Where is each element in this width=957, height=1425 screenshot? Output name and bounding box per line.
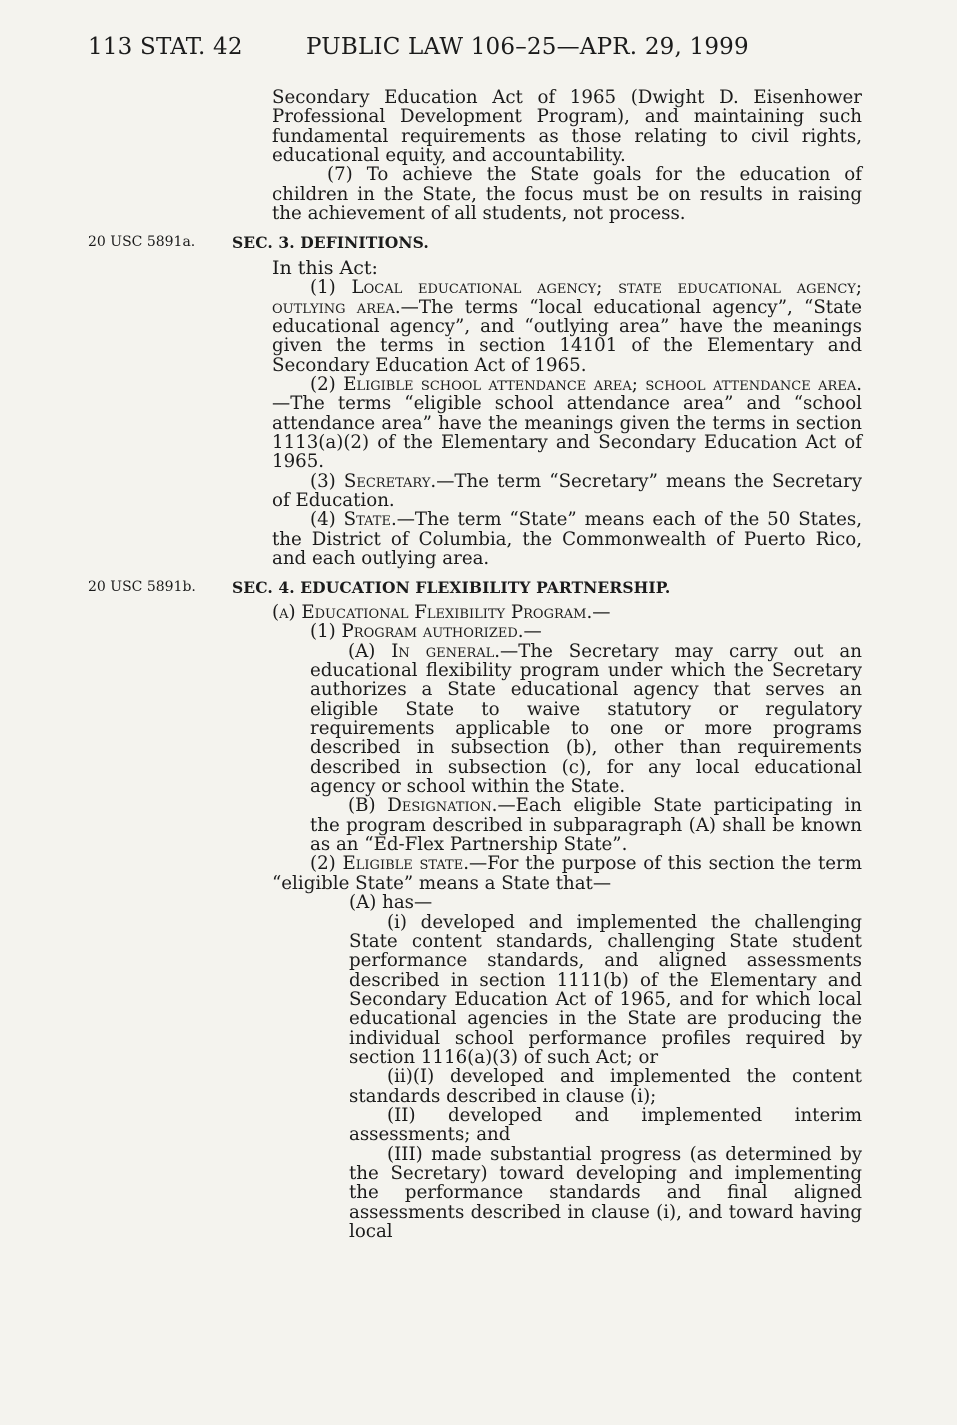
section-3-body: [272, 259, 862, 569]
subparagraph-A-text: —The Secretary may carry out an educational flexibility program under which the Secretary authorizes a State educational agency that serves an eligible State to waive statutory or regulatory requirements applicable to one or more programs described in subsection (b), other than requirements described in subsection (c), for any local educational agency or school within the State.: [310, 640, 862, 798]
subsection-a-label: (a) Educational Flexibility Program.: [272, 602, 593, 623]
subclause-III: (III) made substantial progress (as determined by the Secretary) toward developing and implementing the performance standards and final aligned assessments described in clause (i), and toward having local: [349, 1143, 862, 1242]
definition-3: [272, 472, 862, 511]
subsection-a-heading: [272, 603, 862, 622]
paragraph-continuation: Secondary Education Act of 1965 (Dwight D. Eisenhower Professional Development Program), and maintaining such fundamental requirements as those relating to civil rights, educational equity, and accountability.: [272, 87, 862, 167]
section-3-heading: SEC. 3. DEFINITIONS.: [232, 233, 429, 252]
paragraph-2-eligible-state: [272, 854, 862, 893]
paragraph-1-label: (1) Program authorized.: [310, 621, 524, 643]
paragraph-2-text: —For the purpose of this section the term “eligible State” means a State that—: [272, 853, 862, 894]
definition-1-label: (1) Local educational agency; state educational agency; outlying area.: [272, 277, 862, 318]
definitions-intro: In this Act:: [272, 257, 378, 279]
definition-1-text: —The terms “local educational agency”, “State educational agency”, and “outlying area” have the meanings given the terms in section 14101 of the Elementary and Secondary Education Act of 1965.: [272, 296, 863, 376]
paragraph-1-heading: [310, 622, 862, 641]
subparagraph-B-designation: [310, 796, 862, 854]
subparagraph-B-text: —Each eligible State participating in the program described in subparagraph (A) shall be known as an “Ed-Flex Partnership State”.: [310, 795, 863, 856]
definition-3-text: —The term “Secretary” means the Secretary of Education.: [272, 470, 862, 512]
section-4-heading: SEC. 4. EDUCATION FLEXIBILITY PARTNERSHIP.: [232, 578, 671, 597]
clause-i: (i) developed and implemented the challenging State content standards, challenging State student performance standards, and aligned assessments described in section 1111(b) of the Elementary and Secondary Education Act of 1965, and for which local educational agencies in the State are producing the individual school performance profiles required by section 1116(a)(3) of such Act; or: [349, 911, 862, 1068]
paragraph-2-label: (2) Eligible state.: [310, 853, 469, 875]
definition-4-label: (4) State.: [310, 509, 397, 531]
definition-4-text: —The term “State” means each of the 50 States, the District of Columbia, the Commonwealth of Puerto Rico, and each outlying area.: [272, 509, 862, 570]
definition-2: [272, 375, 862, 472]
paragraph-finding-7: (7) To achieve the State goals for the education of children in the State, the focus must be on results in raising the achievement of all students, not process.: [272, 164, 862, 225]
page-reference: 113 STAT. 42: [88, 34, 243, 60]
margin-citation-5891a: 20 USC 5891a.: [88, 234, 196, 250]
clause-ii-I: (ii)(I) developed and implemented the content standards described in clause (i);: [349, 1066, 862, 1107]
definition-3-label: (3) Secretary.: [310, 470, 437, 492]
continuation-block: [272, 88, 862, 223]
section-4-body: [272, 603, 862, 1241]
definition-2-label: (2) Eligible school attendance area; school attendance area.: [310, 374, 862, 396]
subparagraph-A-label: (A) In general.: [348, 640, 501, 662]
subclause-II: (II) developed and implemented interim assessments; and: [349, 1104, 862, 1146]
running-header-title: PUBLIC LAW 106–25—APR. 29, 1999: [306, 34, 749, 60]
paragraph-1-dash: —: [523, 621, 542, 643]
definition-2-text: —The terms “eligible school attendance area” and “school attendance area” have the meanings given the terms in section 1113(a)(2) of the Elementary and Secondary Education Act of 1965.: [272, 393, 862, 473]
definition-4: [272, 510, 862, 568]
subparagraph-A-has: (A) has—: [349, 892, 433, 914]
definition-1: [272, 278, 862, 375]
margin-citation-5891b: 20 USC 5891b.: [88, 579, 196, 595]
subparagraph-B-label: (B) Designation.: [348, 795, 498, 817]
subsection-a-dash: —: [592, 602, 611, 623]
subparagraph-A-general: [310, 642, 862, 797]
